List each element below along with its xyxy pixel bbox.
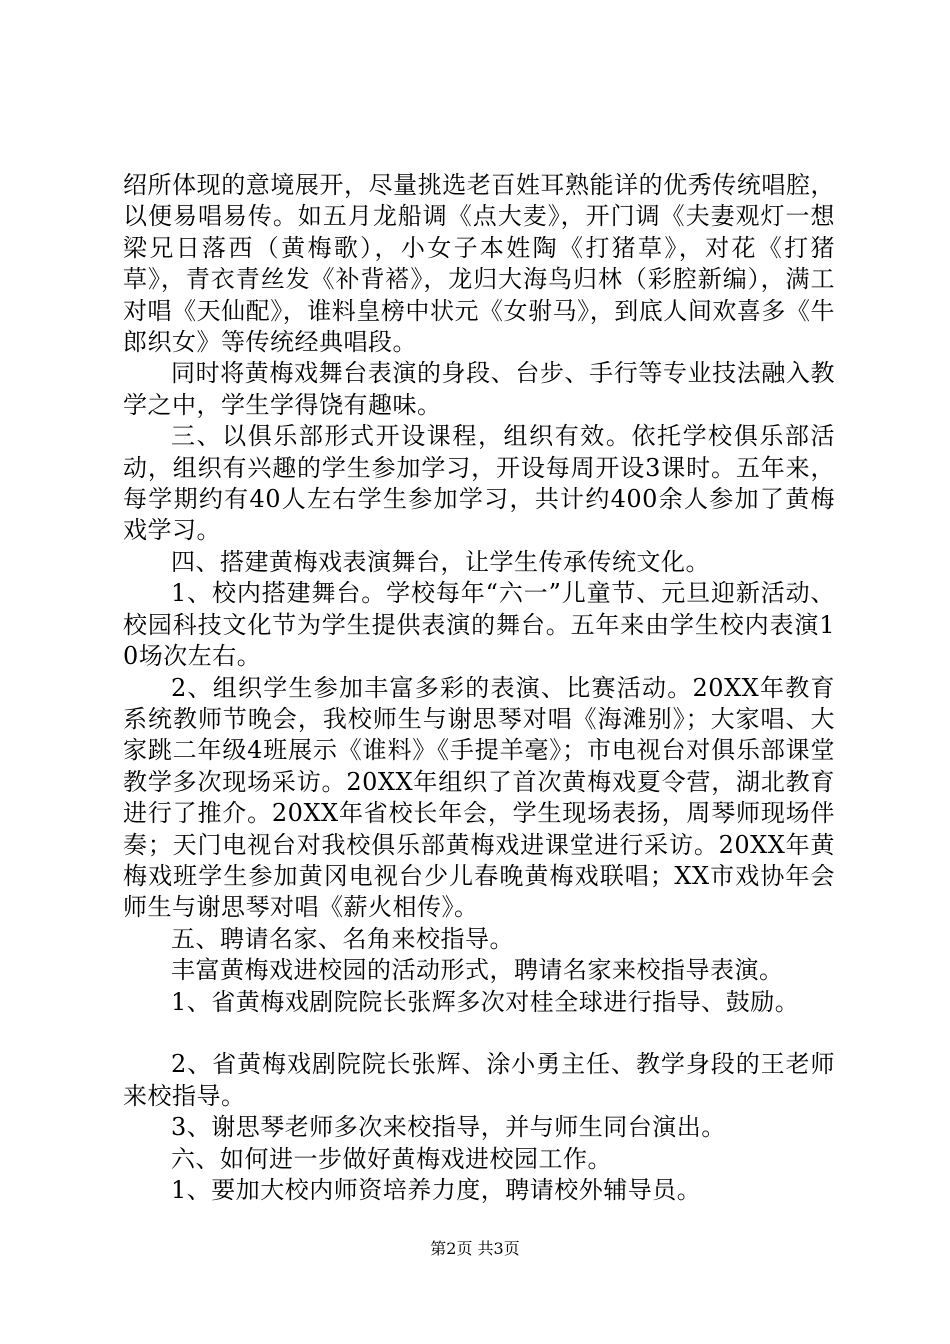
- paragraph-4: 四、搭建黄梅戏表演舞台，让学生传承传统文化。: [171, 547, 710, 576]
- paragraph-11: 3、谢思琴老师多次来校指导，并与师生同台演出。: [171, 1113, 726, 1142]
- paragraph-1: 绍所体现的意境展开，尽量挑选老百姓耳熟能详的优秀传统唱腔，以便易唱易传。如五月龙船调《点大麦》，开门调《夫妻观灯一想梁兄日落西（黄梅歌），小女子本姓陶《打猪草》，对花《打猪草》，青衣青丝发《补背褡》，龙归大海鸟归林（彩腔新编），满工对唱《天仙配》，谁料皇榜中状元《女驸马》，到底人间欢喜多《牛郎织女》等传统经典唱段。: [123, 171, 835, 357]
- paragraph-2: 同时将黄梅戏舞台表演的身段、台步、手行等专业技法融入教学之中，学生学得饶有趣味。: [123, 359, 835, 419]
- paragraph-3: 三、以俱乐部形式开设课程，组织有效。依托学校俱乐部活动，组织有兴趣的学生参加学习，开设每周开设3课时。五年来，每学期约有40人左右学生参加学习，共计约400余人参加了黄梅戏学习。: [123, 422, 835, 545]
- paragraph-5: 1、校内搭建舞台。学校每年“六一”儿童节、元旦迎新活动、校园科技文化节为学生提供表演的舞台。五年来由学生校内表演10场次左右。: [123, 579, 835, 671]
- paragraph-13: 1、要加大校内师资培养力度，聘请校外辅导员。: [171, 1175, 702, 1204]
- paragraph-6: 2、组织学生参加丰富多彩的表演、比赛活动。20XX年教育系统教师节晚会，我校师生与谢思琴对唱《海滩别》；大家唱、大家跳二年级4班展示《谁料》《手提羊毫》；市电视台对俱乐部课堂教学多次现场采访。20XX年组织了首次黄梅戏夏令营，湖北教育进行了推介。20XX年省校长年会，学生现场表扬，周琴师现场伴奏；天门电视台对我校俱乐部黄梅戏进课堂进行采访。20XX年黄梅戏班学生参加黄冈电视台少儿春晚黄梅戏联唱；XX市戏协年会师生与谢思琴对唱《薪火相传》。: [123, 673, 835, 922]
- paragraph-10: 2、省黄梅戏剧院院长张辉、涂小勇主任、教学身段的王老师来校指导。: [123, 1050, 835, 1110]
- paragraph-12: 六、如何进一步做好黄梅戏进校园工作。: [171, 1144, 612, 1173]
- document-body: [123, 170, 835, 1206]
- paragraph-9: 1、省黄梅戏剧院院长张辉多次对桂全球进行指导、鼓励。: [171, 987, 800, 1016]
- page-footer: 第2页 共3页: [430, 1239, 520, 1258]
- paragraph-8: 丰富黄梅戏进校园的活动形式，聘请名家来校指导表演。: [171, 956, 784, 985]
- paragraph-7: 五、聘请名家、名角来校指导。: [171, 924, 514, 953]
